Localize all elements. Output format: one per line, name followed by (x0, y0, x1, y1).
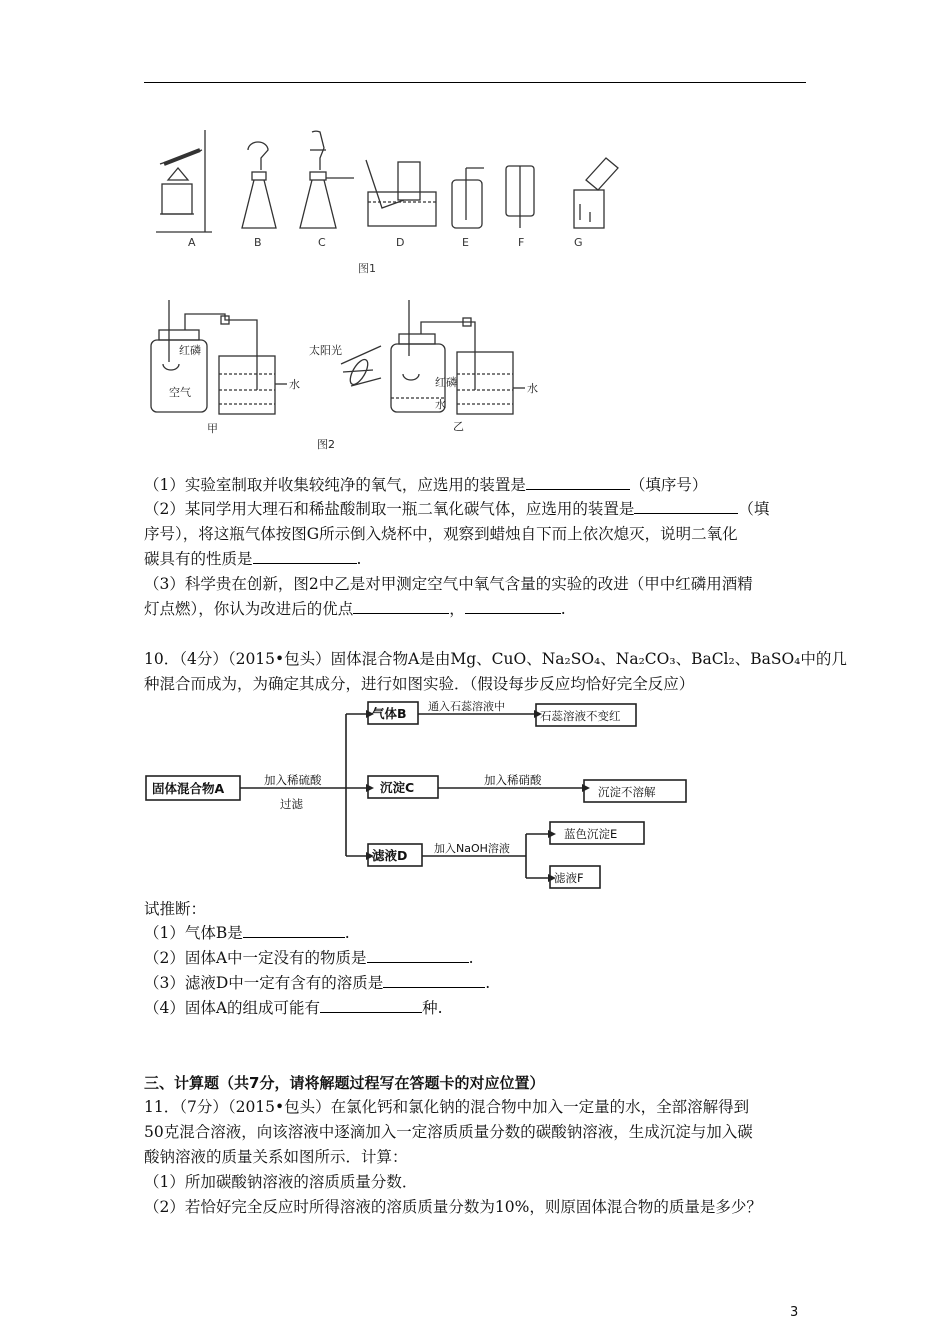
q11-line-2 (144, 1121, 753, 1143)
q10-line-2 (144, 673, 694, 695)
figure-2-apparatus (145, 290, 565, 455)
fig2-label-shui-3: 水 (527, 382, 538, 395)
apparatus-b-icon (242, 142, 276, 228)
apparatus-a-icon (156, 130, 212, 232)
flow-step-c: 加入稀硝酸 (484, 773, 542, 787)
q11-line-5 (144, 1196, 762, 1218)
fig2-label-hongling-1: 红磷 (179, 344, 201, 357)
answer-blank[interactable] (243, 922, 345, 938)
flow-a-label: 固体混合物A (152, 781, 225, 796)
q10-s4b: 种. (422, 999, 443, 1017)
flow-step-b: 通入石蕊溶液中 (428, 700, 505, 713)
q10-s2b: . (468, 949, 474, 967)
q9-line-2 (144, 498, 769, 520)
q9-l3: 序号），将这瓶气体按图G所示倒入烧杯中，观察到蜡烛自下而上依次熄灭，说明二氧化 (144, 525, 738, 543)
q10-infer-text: 试推断： (144, 900, 207, 918)
fig2-label-hongling-2: 红磷 (435, 376, 457, 389)
flowchart (140, 694, 700, 894)
flow-b-label: 气体B (372, 706, 407, 721)
q9-l4b: . (356, 550, 362, 568)
answer-blank[interactable] (634, 498, 738, 514)
figure-1-apparatus (150, 120, 620, 280)
fig2-label-yi: 乙 (453, 420, 464, 433)
q11-line-1 (144, 1096, 749, 1118)
q9-l4a: 碳具有的性质是 (144, 550, 253, 568)
q10-s1a: （1）气体B是 (144, 924, 243, 942)
q11-line-4 (144, 1171, 417, 1193)
q9-l2b: （填 (738, 500, 770, 518)
q10-l2: 种混合而成为，为确定其成分，进行如图实验．（假设每步反应均恰好完全反应） (144, 675, 695, 693)
q9-l2a: （2）某同学用大理石和稀盐酸制取一瓶二氧化碳气体，应选用的装置是 (144, 500, 635, 518)
q9-l6a: 灯点燃），你认为改进后的优点 (144, 600, 354, 618)
q9-line-4 (144, 548, 361, 570)
q9-l6c: . (560, 600, 566, 618)
q9-line-5 (144, 573, 753, 595)
page-number: 3 (790, 1305, 799, 1320)
q10-line-1 (144, 648, 847, 670)
flow-d-label: 滤液D (372, 848, 408, 863)
fig1-label-d: D (396, 236, 405, 249)
answer-blank[interactable] (253, 548, 357, 564)
q10-sub-2 (144, 947, 474, 969)
q10-s3a: （3）滤液D中一定有含有的溶质是 (144, 974, 384, 992)
q10-sub-3 (144, 972, 490, 994)
q9-line-6 (144, 598, 566, 620)
q9-l1a: （1）实验室制取并收集较纯净的氧气，应选用的装置是 (144, 476, 526, 494)
apparatus-f-icon (506, 166, 534, 228)
q11-line-3 (144, 1146, 408, 1168)
q11-l2: 50克混合溶液，向该溶液中逐滴加入一定溶质质量分数的碳酸钠溶液，生成沉淀与加入碳 (144, 1123, 753, 1141)
fig1-caption: 图1 (358, 262, 376, 275)
q10-l1: 10．（4分）（2015•包头）固体混合物A是由Mg、CuO、Na₂SO₄、Na₂CO₃、BaCl₂、BaSO₄中的几 (144, 650, 847, 668)
q10-s1b: . (344, 924, 350, 942)
fig2-label-kongqi: 空气 (169, 386, 191, 399)
answer-blank[interactable] (526, 474, 630, 490)
flow-c-label: 沉淀C (380, 780, 415, 795)
apparatus-d-icon (366, 160, 436, 226)
q11-l4: （1）所加碳酸钠溶液的溶质质量分数． (144, 1173, 418, 1191)
fig1-label-c: C (318, 236, 326, 249)
q10-infer (144, 898, 206, 920)
answer-blank[interactable] (383, 972, 485, 988)
q10-sub-1 (144, 922, 350, 944)
apparatus-c-icon (300, 131, 354, 228)
flow-step1-top: 加入稀硫酸 (264, 773, 322, 787)
answer-blank[interactable] (367, 947, 469, 963)
apparatus-e-icon (452, 168, 484, 228)
q10-sub-4 (144, 997, 443, 1019)
apparatus-yi-icon (341, 300, 525, 414)
fig2-label-taiyangguang: 太阳光 (309, 344, 342, 357)
fig2-caption: 图2 (317, 438, 335, 451)
fig2-label-shui-2: 水 (435, 398, 446, 411)
fig1-label-a: A (188, 236, 196, 249)
q10-s2a: （2）固体A中一定没有的物质是 (144, 949, 367, 967)
answer-blank[interactable] (320, 997, 422, 1013)
fig2-label-shui-1: 水 (289, 378, 300, 391)
fig2-label-jia: 甲 (207, 422, 218, 435)
q10-s3b: . (485, 974, 491, 992)
header-rule (144, 82, 806, 83)
flow-step-d: 加入NaOH溶液 (434, 842, 510, 855)
q9-l5: （3）科学贵在创新，图2中乙是对甲测定空气中氧气含量的实验的改进（甲中红磷用酒精 (144, 575, 753, 593)
q11-l5: （2）若恰好完全反应时所得溶液的溶质质量分数为10%，则原固体混合物的质量是多少？ (144, 1198, 762, 1216)
fig1-label-f: F (518, 236, 525, 249)
section-3-title-text: 三、计算题（共7分，请将解题过程写在答题卡的对应位置） (144, 1074, 545, 1092)
section-3-title (144, 1072, 544, 1094)
flow-result-c: 沉淀不溶解 (598, 785, 656, 799)
flow-step1-bottom: 过滤 (280, 797, 303, 811)
flow-result-b: 石蕊溶液不变红 (540, 709, 621, 723)
flow-result-e: 蓝色沉淀E (564, 827, 618, 841)
fig1-label-e: E (462, 236, 469, 249)
fig1-label-b: B (254, 236, 262, 249)
answer-blank[interactable] (353, 598, 449, 614)
answer-blank[interactable] (465, 598, 561, 614)
q11-l3: 酸钠溶液的质量关系如图所示．计算： (144, 1148, 408, 1166)
q10-s4a: （4）固体A的组成可能有 (144, 999, 321, 1017)
flow-result-f: 滤液F (554, 871, 584, 885)
q11-l1: 11．（7分）（2015•包头）在氯化钙和氯化钠的混合物中加入一定量的水，全部溶解得到 (144, 1098, 750, 1116)
q9-line-1 (144, 474, 707, 496)
q9-l1b: （填序号） (629, 476, 708, 494)
q9-line-3 (144, 523, 738, 545)
fig1-label-g: G (574, 236, 583, 249)
apparatus-g-icon (574, 158, 618, 228)
q9-l6b: ， (449, 600, 465, 618)
